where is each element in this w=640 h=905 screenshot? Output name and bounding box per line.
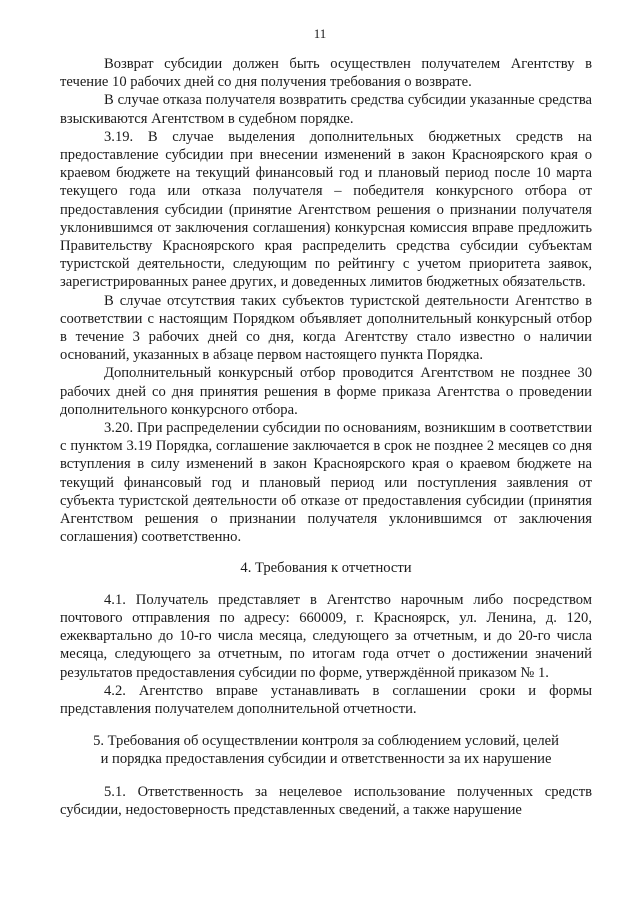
paragraph-additional-selection: В случае отсутствия таких субъектов туристской деятельности Агентство в соответствии с настоящим Порядком объявляет дополнительный конкурсный отбор в течение 3 рабочих дней со дня, когда Агентству стало известно о наличии оснований, указанных в абзаце первом настоящего пункта Порядка. xyxy=(60,292,592,364)
paragraph-3-19: 3.19. В случае выделения дополнительных бюджетных средств на предоставление субсидии при внесении изменений в закон Красноярского края о краевом бюджете на текущий финансовый год и плановый период после 10 марта текущего года или отказа получателя – победителя конкурсного отбора от предоставления субсидии (принятие Агентством решения о признании получателя уклонившимся от заключения соглашения) конкурсная комиссия вправе предложить Правительству Красноярского края распределить средства субсидии субъектам туристской деятельности, следующим по рейтингу с учетом приоритета заявок, зарегистрированных ранее других, и доведенных лимитов бюджетных обязательств. xyxy=(60,128,592,291)
paragraph-subsidy-return: Возврат субсидии должен быть осуществлен получателем Агентству в течение 10 рабочих дней со дня получения требования о возврате. xyxy=(60,56,592,91)
paragraph-3-20: 3.20. При распределении субсидии по основаниям, возникшим в соответствии с пунктом 3.19 Порядка, соглашение заключается в срок не позднее 2 месяцев со дня вступления в силу изменений в закон Красноярского края о краевом бюджете на текущий финансовый год и плановый период или поступления заявления от субъекта туристской деятельности об отказе от предоставления субсидии (принятия Агентством решения о признании получателя уклонившимся от заключения соглашения) соответственно. xyxy=(60,420,592,546)
section-5-heading-line-1: 5. Требования об осуществлении контроля за соблюдением условий, целей xyxy=(93,733,559,750)
document-body xyxy=(60,55,592,819)
paragraph-selection-deadline: Дополнительный конкурсный отбор проводится Агентством не позднее 30 рабочих дней со дня принятия решения в форме приказа Агентства о проведении дополнительного конкурсного отбора. xyxy=(60,365,592,418)
paragraph-refusal-recovery: В случае отказа получателя возвратить средства субсидии указанные средства взыскиваются Агентством в судебном порядке. xyxy=(60,92,592,127)
section-5-heading xyxy=(60,732,592,768)
paragraph-5-1: 5.1. Ответственность за нецелевое использование полученных средств субсидии, недостоверность представленных сведений, а также нарушение xyxy=(60,783,592,818)
page-number: 11 xyxy=(313,26,327,41)
section-5-heading-line-2: и порядка предоставления субсидии и ответственности за их нарушение xyxy=(100,751,552,768)
paragraph-4-1: 4.1. Получатель представляет в Агентство нарочным либо посредством почтового отправления по адресу: 660009, г. Красноярск, ул. Ленина, д. 120, ежеквартально до 10-го числа месяца, следующего за отчетным, и до 20-го числа месяца, следующего за отчетным, по итогам года отчет о достижении значений результатов предоставления субсидии по форме, утверждённой приказом № 1. xyxy=(60,591,592,681)
paragraph-4-2: 4.2. Агентство вправе устанавливать в соглашении сроки и формы представления получателем дополнительной отчетности. xyxy=(60,682,592,717)
section-4-heading: 4. Требования к отчетности xyxy=(240,560,412,577)
